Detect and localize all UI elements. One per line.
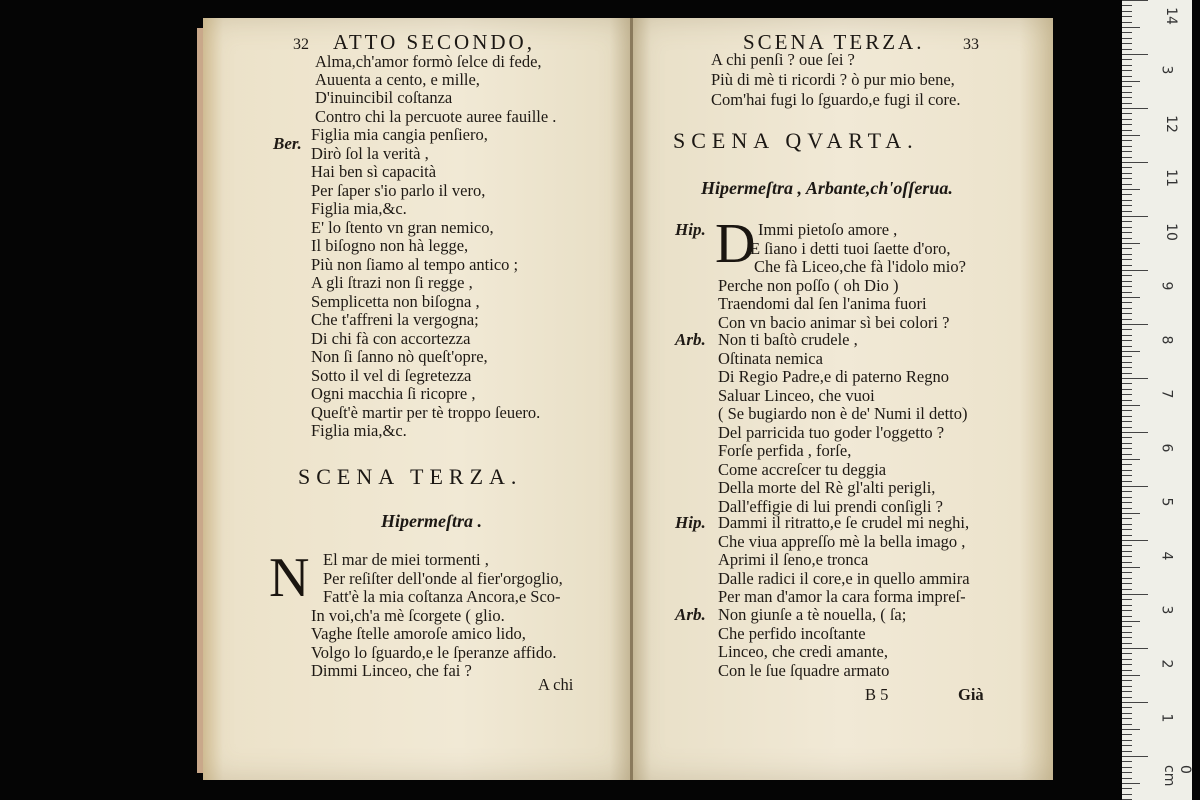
signature-mark: B 5	[865, 685, 889, 704]
ruler-tick	[1122, 508, 1132, 509]
ruler-tick	[1122, 481, 1132, 482]
ruler-tick	[1122, 572, 1132, 573]
measuring-ruler	[1122, 0, 1192, 800]
scene-title: SCENA TERZA.	[298, 464, 523, 489]
ruler-tick	[1122, 454, 1132, 455]
ruler-tick	[1122, 200, 1132, 201]
speaker-label: Hip.	[675, 220, 706, 239]
ruler-tick	[1122, 302, 1132, 303]
ruler-tick	[1122, 405, 1140, 406]
page-number: 33	[963, 36, 979, 53]
ruler-tick	[1122, 216, 1148, 217]
verse-line: In voi,ch'a mè ſcorgete ( glio.	[311, 605, 505, 625]
ruler-tick	[1122, 356, 1132, 357]
verse-line: Più non ſiamo al tempo antico ;	[311, 254, 519, 274]
ruler-tick	[1122, 535, 1132, 536]
verse-line: Per man d'amor la cara forma impreſ-	[718, 587, 966, 606]
ruler-tick	[1122, 340, 1132, 341]
ruler-tick	[1122, 432, 1148, 433]
ruler-tick	[1122, 648, 1148, 649]
ruler-tick	[1122, 313, 1132, 314]
ruler-tick	[1122, 270, 1148, 271]
ruler-tick	[1122, 259, 1132, 260]
ruler-tick	[1122, 713, 1132, 714]
ruler-tick	[1122, 157, 1132, 158]
ruler-tick	[1122, 54, 1148, 55]
verse-line: Forſe perfida , forſe,	[718, 441, 852, 460]
ruler-tick	[1122, 11, 1132, 12]
ruler-number: 2	[1158, 659, 1175, 669]
verse-line: Dall'effigie di lui prendi conſigli ?	[718, 496, 943, 516]
ruler-tick	[1122, 448, 1132, 449]
ruler-tick	[1122, 383, 1132, 384]
verse-line: Della morte del Rè gl'alti perigli,	[718, 478, 936, 497]
verse-line: Non giunſe a tè nouella, ( ſa;	[718, 605, 907, 624]
verse-line: Contro chi la percuote auree fauille .	[315, 106, 557, 126]
ruler-tick	[1122, 162, 1148, 163]
ruler-tick	[1122, 81, 1140, 82]
verse-line: Auuenta a cento, e mille,	[315, 70, 480, 90]
ruler-tick	[1122, 211, 1132, 212]
ruler-tick	[1122, 524, 1132, 525]
ruler-tick	[1122, 43, 1132, 44]
ruler-number: 1	[1158, 713, 1175, 723]
ruler-tick	[1122, 65, 1132, 66]
verse-line: Come accreſcer tu deggia	[718, 459, 887, 479]
ruler-tick	[1122, 643, 1132, 644]
ruler-tick	[1122, 335, 1132, 336]
ruler-tick	[1122, 367, 1132, 368]
ruler-tick	[1122, 518, 1132, 519]
left-page	[203, 18, 631, 780]
ruler-number: 3	[1158, 605, 1175, 615]
verse-line: Figlia mia,&c.	[311, 199, 407, 218]
ruler-tick	[1122, 783, 1140, 784]
ruler-tick	[1122, 562, 1132, 563]
ruler-tick	[1122, 275, 1132, 276]
ruler-number: 4	[1158, 551, 1175, 561]
ruler-tick	[1122, 92, 1132, 93]
ruler-tick	[1122, 556, 1132, 557]
ruler-tick	[1122, 194, 1132, 195]
drop-cap: N	[269, 547, 310, 609]
ruler-tick	[1122, 513, 1140, 514]
verse-line: Dirò ſol la verità ,	[311, 143, 429, 163]
ruler-tick	[1122, 281, 1132, 282]
verse-line: Che t'affreni la vergogna;	[311, 310, 479, 329]
ruler-tick	[1122, 745, 1132, 746]
ruler-number: 14	[1162, 7, 1179, 25]
verse-line: Non ſi ſanno nò queſt'opre,	[311, 347, 488, 366]
ruler-tick	[1122, 632, 1132, 633]
ruler-tick	[1122, 724, 1132, 725]
ruler-tick	[1122, 545, 1132, 546]
ruler-tick	[1122, 22, 1132, 23]
ruler-tick	[1122, 292, 1132, 293]
ruler-tick	[1122, 5, 1132, 6]
ruler-number: 3	[1158, 65, 1175, 75]
ruler-tick	[1122, 378, 1148, 379]
catchword: Già	[958, 685, 984, 704]
verse-line: Che fà Liceo,che fà l'idolo mio?	[754, 257, 966, 276]
ruler-tick	[1122, 751, 1132, 752]
ruler-tick	[1122, 119, 1132, 120]
ruler-tick	[1122, 680, 1132, 681]
cast-list: Hipermeſtra , Arbante,ch'oſſerua.	[701, 178, 953, 198]
ruler-tick	[1122, 670, 1132, 671]
ruler-tick	[1122, 702, 1148, 703]
ruler-tick	[1122, 788, 1132, 789]
ruler-tick	[1122, 113, 1132, 114]
ruler-tick	[1122, 761, 1132, 762]
verse-line: Queſt'è martir per tè troppo ſeuero.	[311, 402, 541, 422]
ruler-tick	[1122, 286, 1132, 287]
ruler-tick	[1122, 151, 1132, 152]
verse-line: Con le ſue ſquadre armato	[718, 660, 890, 680]
ruler-tick	[1122, 265, 1132, 266]
verse-line: D'inuincibil coſtanza	[315, 88, 453, 108]
catchword: A chi	[538, 675, 574, 694]
ruler-tick	[1122, 610, 1132, 611]
ruler-number: 8	[1158, 335, 1175, 345]
verse-line: Oſtinata nemica	[718, 348, 823, 368]
ruler-tick	[1122, 707, 1132, 708]
verse-line: Linceo, che credi amante,	[718, 642, 888, 661]
ruler-tick	[1122, 540, 1148, 541]
verse-line: Sotto il vel di ſegretezza	[311, 365, 472, 385]
ruler-tick	[1122, 421, 1132, 422]
verse-line: Saluar Linceo, che vuoi	[718, 385, 875, 405]
verse-line: Per ſaper s'io parlo il vero,	[311, 180, 486, 200]
ruler-tick	[1122, 184, 1132, 185]
ruler-tick	[1122, 459, 1140, 460]
verse-line: Del parricida tuo goder l'oggetto ?	[718, 422, 945, 442]
ruler-tick	[1122, 16, 1132, 17]
ruler-tick	[1122, 59, 1132, 60]
ruler-tick	[1122, 583, 1132, 584]
cast-list: Hipermeſtra .	[381, 511, 482, 531]
right-page	[633, 18, 1053, 780]
ruler-tick	[1122, 0, 1148, 1]
ruler-number: 6	[1158, 443, 1175, 453]
ruler-tick	[1122, 248, 1132, 249]
verse-line: Più di mè ti ricordi ? ò pur mio bene,	[711, 70, 955, 89]
ruler-tick	[1122, 734, 1132, 735]
ruler-tick	[1122, 637, 1132, 638]
ruler-tick	[1122, 416, 1132, 417]
ruler-tick	[1122, 227, 1132, 228]
ruler-tick	[1122, 767, 1132, 768]
ruler-tick	[1122, 70, 1132, 71]
verse-line: Che viua appreſſo mè la bella imago ,	[718, 531, 966, 551]
ruler-tick	[1122, 470, 1132, 471]
ruler-tick	[1122, 135, 1140, 136]
verse-line: A chi penſi ? oue ſei ?	[711, 50, 855, 69]
ruler-tick	[1122, 189, 1140, 190]
ruler-number: 12	[1162, 115, 1179, 133]
ruler-number: 9	[1158, 281, 1175, 291]
ruler-tick	[1122, 232, 1132, 233]
ruler-tick	[1122, 362, 1132, 363]
ruler-tick	[1122, 351, 1140, 352]
ruler-tick	[1122, 297, 1140, 298]
ruler-tick	[1122, 146, 1132, 147]
ruler-tick	[1122, 437, 1132, 438]
open-book	[203, 18, 1053, 780]
ruler-tick	[1122, 324, 1148, 325]
ruler-tick	[1122, 502, 1132, 503]
verse-line: Dammi il ritratto,e ſe crudel mi neghi,	[718, 513, 970, 532]
verse-line: Di Regio Padre,e di paterno Regno	[718, 367, 949, 386]
ruler-tick	[1122, 329, 1132, 330]
ruler-tick	[1122, 167, 1132, 168]
speaker-label: Ber.	[273, 134, 302, 153]
speaker-label: Arb.	[675, 330, 706, 349]
verse-line: Fatt'è la mia coſtanza Ancora,e Sco-	[323, 587, 561, 606]
ruler-tick	[1122, 205, 1132, 206]
ruler-tick	[1122, 254, 1132, 255]
ruler-tick	[1122, 653, 1132, 654]
ruler-tick	[1122, 243, 1140, 244]
page-number: 32	[293, 36, 309, 53]
ruler-tick	[1122, 740, 1132, 741]
speaker-label: Arb.	[675, 605, 706, 624]
verse-line: Ogni macchia ſi ricopre ,	[311, 384, 476, 403]
ruler-tick	[1122, 173, 1132, 174]
ruler-tick	[1122, 718, 1132, 719]
ruler-tick	[1122, 675, 1140, 676]
verse-line: Vaghe ſtelle amoroſe amico lido,	[311, 624, 526, 643]
running-head: SCENA TERZA.	[743, 30, 925, 54]
ruler-tick	[1122, 475, 1132, 476]
verse-line: Alma,ch'amor formò ſelce di fede,	[315, 52, 542, 71]
ruler-tick	[1122, 389, 1132, 390]
ruler-tick	[1122, 697, 1132, 698]
verse-line: Per reſiſter dell'onde al fier'orgoglio,	[323, 568, 563, 588]
ruler-tick	[1122, 594, 1148, 595]
ruler-tick	[1122, 691, 1132, 692]
ruler-tick	[1122, 664, 1132, 665]
ruler-number: 10	[1162, 223, 1179, 241]
verse-line: Aprimi il ſeno,e tronca	[718, 550, 869, 569]
ruler-number: 5	[1158, 497, 1175, 507]
ruler-tick	[1122, 76, 1132, 77]
ruler-tick	[1122, 124, 1132, 125]
ruler-tick	[1122, 410, 1132, 411]
ruler-tick	[1122, 729, 1140, 730]
ruler-tick	[1122, 346, 1132, 347]
verse-line: Che perfido incoſtante	[718, 623, 866, 643]
verse-line: Hai ben sì capacità	[311, 162, 437, 181]
verse-line: Volgo lo ſguardo,e le ſperanze affido.	[311, 642, 557, 662]
ruler-tick	[1122, 605, 1132, 606]
verse-line: Dimmi Linceo, che fai ?	[311, 661, 472, 680]
ruler-tick	[1122, 32, 1132, 33]
ruler-tick	[1122, 686, 1132, 687]
ruler-tick	[1122, 97, 1132, 98]
running-head: ATTO SECONDO,	[333, 30, 535, 54]
verse-line: Dalle radici il core,e in quello ammira	[718, 568, 970, 588]
ruler-tick	[1122, 27, 1140, 28]
ruler-tick	[1122, 567, 1140, 568]
ruler-tick	[1122, 178, 1132, 179]
ruler-tick	[1122, 394, 1132, 395]
ruler-tick	[1122, 238, 1132, 239]
drop-cap: D	[715, 213, 756, 275]
ruler-number: 11	[1162, 169, 1179, 187]
ruler-tick	[1122, 616, 1132, 617]
ruler-tick	[1122, 772, 1132, 773]
ruler-number: 7	[1158, 389, 1175, 399]
verse-line: Figlia mia cangia penſiero,	[311, 125, 488, 144]
ruler-tick	[1122, 491, 1132, 492]
verse-line: Com'hai fugi lo ſguardo,e fugi il core.	[711, 90, 961, 109]
verse-line: Perche non poſſo ( oh Dio )	[718, 275, 899, 295]
verse-line: E' lo ſtento vn gran nemico,	[311, 217, 494, 237]
ruler-tick	[1122, 140, 1132, 141]
ruler-tick	[1122, 319, 1132, 320]
ruler-tick	[1122, 49, 1132, 50]
verse-line: E ſiano i detti tuoi ſaette d'oro,	[750, 238, 951, 258]
ruler-tick	[1122, 221, 1132, 222]
ruler-tick	[1122, 86, 1132, 87]
ruler-tick	[1122, 659, 1132, 660]
ruler-tick	[1122, 578, 1132, 579]
ruler-tick	[1122, 589, 1132, 590]
ruler-tick	[1122, 497, 1132, 498]
ruler-tick	[1122, 373, 1132, 374]
ruler-tick	[1122, 38, 1132, 39]
verse-line: Di chi fà con accortezza	[311, 328, 471, 348]
ruler-tick	[1122, 621, 1140, 622]
ruler-tick	[1122, 778, 1132, 779]
ruler-tick	[1122, 108, 1148, 109]
ruler-tick	[1122, 464, 1132, 465]
verse-line: Con vn bacio animar sì bei colori ?	[718, 312, 950, 332]
speaker-label: Hip.	[675, 513, 706, 532]
verse-line: ( Se bugiardo non è de' Numi il detto)	[718, 404, 968, 423]
scene-title: SCENA QVARTA.	[673, 128, 919, 153]
ruler-tick	[1122, 599, 1132, 600]
ruler-tick	[1122, 529, 1132, 530]
verse-line: Figlia mia,&c.	[311, 421, 407, 440]
verse-line: El mar de miei tormenti ,	[323, 550, 489, 569]
ruler-tick	[1122, 551, 1132, 552]
ruler-tick	[1122, 308, 1132, 309]
ruler-tick	[1122, 400, 1132, 401]
verse-line: Semplicetta non biſogna ,	[311, 291, 480, 311]
ruler-tick	[1122, 443, 1132, 444]
verse-line: A gli ſtrazi non ſi regge ,	[311, 273, 473, 292]
verse-line: Non ti baſtò crudele ,	[718, 330, 858, 349]
ruler-tick	[1122, 756, 1148, 757]
ruler-tick	[1122, 103, 1132, 104]
ruler-tick	[1122, 486, 1148, 487]
verse-line: Immi pietoſo amore ,	[758, 220, 898, 239]
verse-line: Il biſogno non hà legge,	[311, 236, 469, 255]
ruler-tick	[1122, 794, 1132, 795]
verse-line: Traendomi dal ſen l'anima fuori	[718, 294, 927, 313]
ruler-tick	[1122, 130, 1132, 131]
ruler-number: 0 cm	[1161, 765, 1193, 787]
ruler-tick	[1122, 626, 1132, 627]
ruler-tick	[1122, 427, 1132, 428]
